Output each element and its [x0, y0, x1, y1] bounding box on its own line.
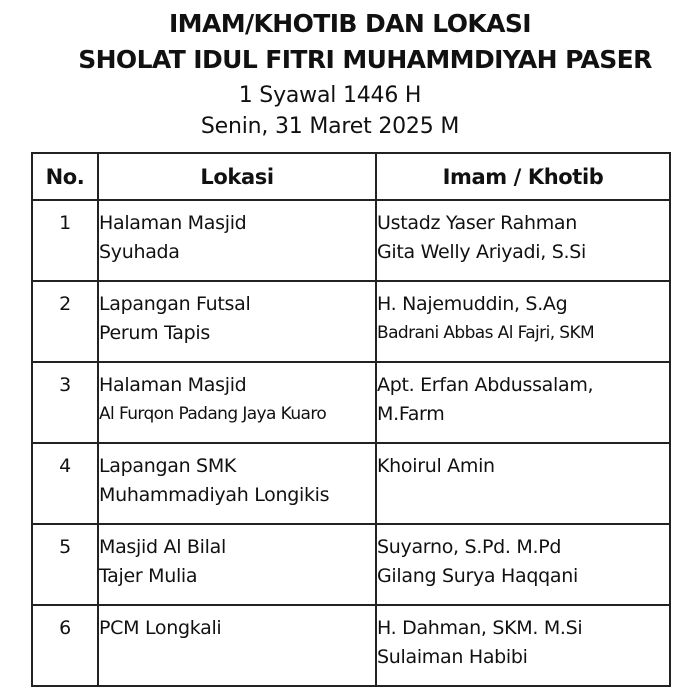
location-cell: [98, 200, 376, 281]
location-line: Halaman Masjid: [99, 374, 247, 396]
table-row: [32, 524, 670, 605]
location-cell: [98, 281, 376, 362]
khotib-line: Gita Welly Ariyadi, S.Si: [377, 241, 586, 263]
location-cell: [98, 605, 376, 686]
header-imam-khotib: Imam / Khotib: [376, 153, 670, 200]
imam-line: Apt. Erfan Abdussalam,: [377, 374, 594, 396]
row-number: 5: [32, 524, 98, 605]
imam-khotib-cell: [376, 200, 670, 281]
imam-khotib-cell: [376, 443, 670, 524]
location-line: Muhammadiyah Longikis: [99, 484, 330, 506]
location-line: Lapangan Futsal: [99, 293, 251, 315]
imam-line: Khoirul Amin: [377, 455, 495, 477]
location-cell: [98, 362, 376, 443]
imam-khotib-cell: [376, 605, 670, 686]
location-line: Syuhada: [99, 241, 180, 263]
row-number: 3: [32, 362, 98, 443]
date-hijri: 1 Syawal 1446 H: [238, 83, 422, 108]
location-line: Tajer Mulia: [99, 565, 198, 587]
table-row: [32, 362, 670, 443]
location-line: Masjid Al Bilal: [99, 536, 226, 558]
title-line-2: SHOLAT IDUL FITRI MUHAMMDIYAH PASER: [78, 45, 652, 74]
title-line-1: IMAM/KHOTIB DAN LOKASI: [168, 9, 532, 38]
khotib-line: Badrani Abbas Al Fajri, SKM: [377, 323, 595, 343]
table-row: [32, 200, 670, 281]
imam-line: H. Najemuddin, S.Ag: [377, 293, 568, 315]
header-no: No.: [32, 153, 98, 200]
schedule-table: [31, 152, 671, 687]
header-lokasi: Lokasi: [98, 153, 376, 200]
location-line: Halaman Masjid: [99, 212, 247, 234]
imam-khotib-cell: [376, 362, 670, 443]
row-number: 2: [32, 281, 98, 362]
date-masehi: Senin, 31 Maret 2025 M: [200, 114, 460, 139]
location-line: Al Furqon Padang Jaya Kuaro: [99, 404, 327, 424]
imam-line: H. Dahman, SKM. M.Si: [377, 617, 583, 639]
row-number: 4: [32, 443, 98, 524]
table-header-row: [32, 153, 670, 200]
location-cell: [98, 443, 376, 524]
table-row: [32, 443, 670, 524]
imam-line: Suyarno, S.Pd. M.Pd: [377, 536, 562, 558]
imam-khotib-cell: [376, 524, 670, 605]
location-line: Lapangan SMK: [99, 455, 237, 477]
location-cell: [98, 524, 376, 605]
location-line: PCM Longkali: [99, 617, 222, 639]
table-row: [32, 605, 670, 686]
khotib-line: Sulaiman Habibi: [377, 646, 528, 668]
document-header: [0, 6, 700, 142]
table-row: [32, 281, 670, 362]
imam-line: Ustadz Yaser Rahman: [377, 212, 578, 234]
row-number: 1: [32, 200, 98, 281]
location-line: Perum Tapis: [99, 322, 210, 344]
row-number: 6: [32, 605, 98, 686]
imam-line: M.Farm: [377, 403, 445, 425]
khotib-line: Gilang Surya Haqqani: [377, 565, 578, 587]
imam-khotib-cell: [376, 281, 670, 362]
